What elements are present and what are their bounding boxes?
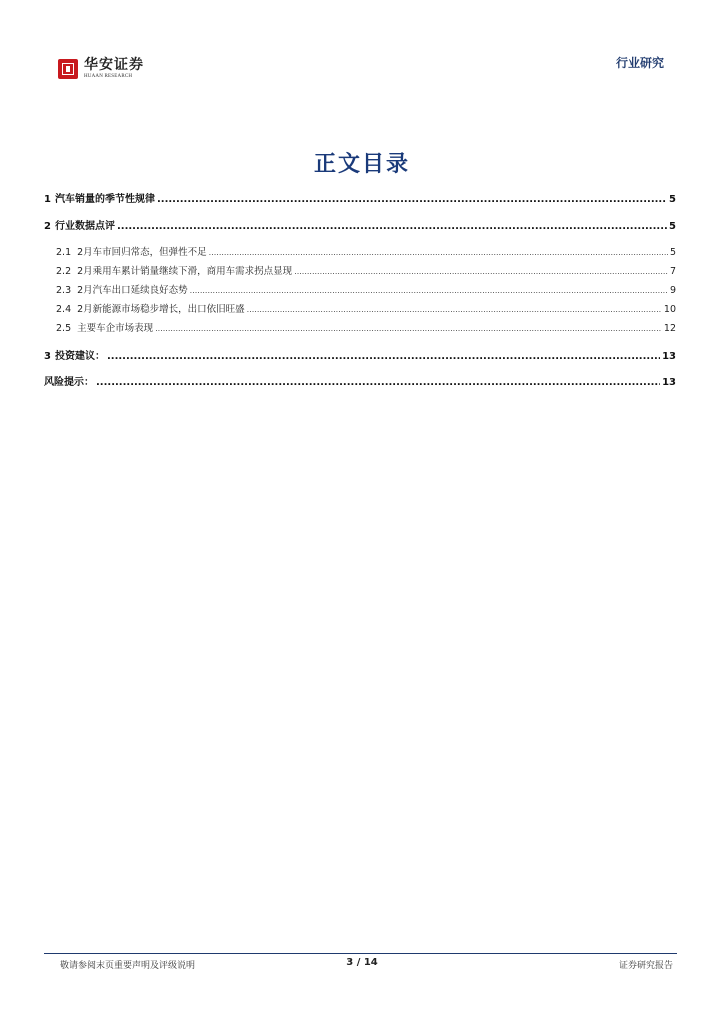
toc-entry-page: 7 [669,266,676,277]
toc-entry-text: 行业数据点评 [54,221,115,232]
company-logo [58,58,144,79]
toc-leader [117,221,667,232]
toc-leader [190,286,668,295]
toc-entry-page: 5 [669,194,676,205]
toc-entry-number: 2.2 [56,266,72,277]
toc-entry-page: 5 [669,247,676,258]
toc-leader [107,351,660,362]
toc-entry-2[interactable] [44,217,676,232]
toc-entry-number: 2.4 [56,304,72,315]
toc-entry-text: 2月汽车出口延续良好态势 [77,285,188,296]
page-indicator: 3 / 14 [346,957,378,968]
toc-entry-number: 2.5 [56,323,72,334]
toc-entry-page: 10 [663,304,676,315]
toc-entry-text: 2月新能源市场稳步增长，出口依旧旺盛 [77,304,245,315]
logo-name-en: HUAAN RESEARCH [84,74,133,79]
toc-entry-text: 主要车企市场表现 [77,323,154,334]
toc-leader [294,267,668,276]
toc-entry-2-3[interactable] [56,282,676,296]
toc-entry-1[interactable] [44,190,676,205]
toc-entry-2-5[interactable] [56,320,676,334]
toc-entry-text: 汽车销量的季节性规律 [54,194,155,205]
toc-entry-number: 2.1 [56,247,72,258]
toc-entry-text: 2月乘用车累计销量继续下滑，商用车需求拐点显现 [77,266,293,277]
footer-report-type: 证券研究报告 [618,961,673,971]
report-category: 行业研究 [615,56,664,70]
toc-leader [155,324,662,333]
toc-entry-page: 13 [662,377,676,388]
toc-entry-page: 12 [663,323,676,334]
toc-entry-text: 2月车市回归常态，但弹性不足 [77,247,207,258]
footer-disclaimer: 敬请参阅末页重要声明及评级说明 [60,961,196,971]
toc-entry-page: 13 [662,351,676,362]
toc-entry-3[interactable] [44,347,676,362]
toc-entry-risk[interactable] [44,373,676,388]
seal-icon [58,59,78,79]
toc-entry-number: 2.3 [56,285,72,296]
toc-entry-2-4[interactable] [56,301,676,315]
toc-entry-page: 9 [669,285,676,296]
toc-entry-text: 风险提示： [44,377,94,388]
page-title: 正文目录 [313,151,410,177]
toc-entry-text: 投资建议： [54,351,105,362]
toc-leader [157,194,667,205]
toc-entry-2-2[interactable] [56,263,676,277]
toc-entry-number: 3 [44,351,51,362]
toc-leader [96,377,660,388]
toc-leader [209,248,668,257]
footer-divider [44,953,677,954]
toc-entry-page: 5 [669,221,676,232]
toc-leader [247,305,662,314]
toc-entry-number: 2 [44,221,51,232]
logo-name-cn: 华安证券 [84,57,144,73]
toc-entry-2-1[interactable] [56,244,676,258]
toc-entry-number: 1 [44,194,51,205]
